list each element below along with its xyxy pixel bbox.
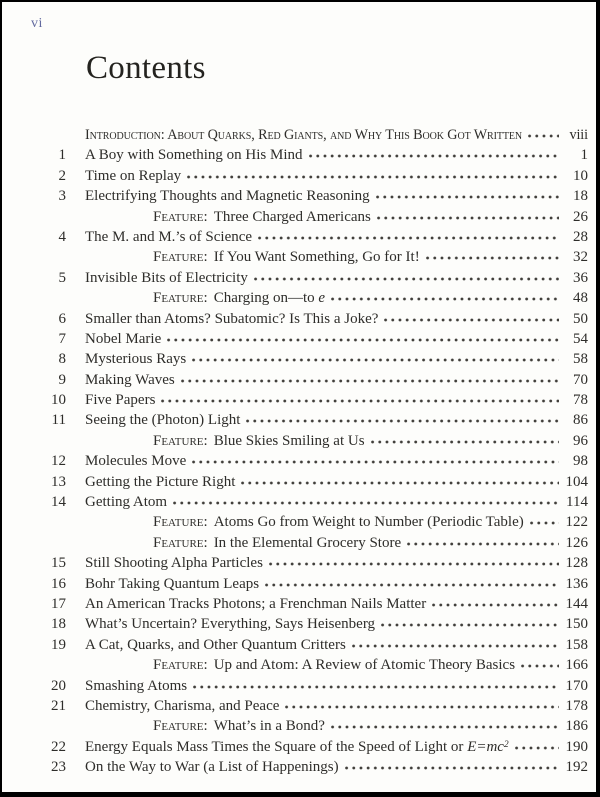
dot-leader [265,575,559,588]
toc-chapter-row [40,595,588,615]
entry-title-segment: Blue Skies Smiling at Us [213,432,365,449]
chapter-number: 15 [51,555,66,572]
page-number: 32 [573,249,588,266]
feature-label: Feature: [153,208,208,225]
page-title: Contents [86,50,206,86]
entry-title [85,372,175,389]
entry-title-segment: An American Tracks Photons; a Frenchman Nails Matter [85,595,427,612]
page-number: 26 [573,208,588,225]
chapter-number: 5 [58,269,66,286]
entry-title-segment: Making Waves [85,371,175,388]
entry-title-segment: Smashing Atoms [85,677,188,694]
dot-leader [352,636,559,649]
dot-leader [167,330,559,343]
entry-title-segment: Introduction: About Quarks, Red Giants, and Why This Book Got Written [85,127,523,143]
chapter-number: 20 [51,677,66,694]
toc-feature-row [40,289,588,309]
entry-title [85,229,252,246]
chapter-number: 14 [51,494,66,511]
entry-title-segment: Time on Replay [85,167,182,184]
feature-label: Feature: [153,657,208,674]
page-number: 126 [565,534,588,551]
entry-title [85,351,186,368]
entry-title [85,392,155,409]
entry-title-segment: Seeing the (Photon) Light [85,412,241,429]
feature-label: Feature: [153,432,208,449]
entry-title-segment: Bohr Taking Quantum Leaps [85,575,260,592]
page-number: 18 [573,188,588,205]
page-number: 96 [573,432,588,449]
entry-title-segment: In the Elemental Grocery Store [213,534,402,551]
dot-leader [407,534,559,547]
toc-chapter-row [40,411,588,431]
book-page [2,2,596,792]
toc-chapter-row [40,697,588,717]
entry-title-segment: Getting Atom [85,494,168,511]
dot-leader [193,677,559,690]
dot-leader [241,473,559,486]
entry-title-segment: A Cat, Quarks, and Other Quantum Critters [85,636,346,653]
page-number: 10 [573,167,588,184]
entry-title-segment: Molecules Move [85,453,187,470]
toc-chapter-row [40,269,588,289]
dot-leader [285,697,559,710]
entry-title [85,188,370,205]
page-number: 36 [573,269,588,286]
dot-leader [254,269,559,282]
chapter-number: 10 [51,392,66,409]
entry-title-segment: If You Want Something, Go for It! [213,249,420,266]
dot-leader [331,289,559,302]
dot-leader [192,350,559,363]
page-number: 170 [565,677,588,694]
entry-title [85,759,339,776]
entry-title [85,698,279,715]
feature-label: Feature: [153,534,208,551]
chapter-number: 23 [51,759,66,776]
entry-title-italic-segment: e [318,290,326,307]
entry-title-segment: Electrifying Thoughts and Magnetic Reasoning [85,188,370,205]
entry-title [85,616,375,633]
entry-title [85,453,186,470]
entry-title-segment: Still Shooting Alpha Particles [85,555,263,572]
entry-title-segment: Charging on—to [213,290,319,307]
entry-title-segment: Mysterious Rays [85,351,187,368]
page-number: 70 [573,371,588,388]
entry-title-segment: Smaller than Atoms? Subatomic? Is This a Joke? [85,310,379,327]
feature-title [214,535,401,552]
entry-title [85,596,426,613]
toc-chapter-row [40,350,588,370]
feature-title [214,209,371,226]
dot-leader [381,615,559,628]
entry-title [85,474,235,491]
page-number: 190 [565,738,588,755]
toc-chapter-row [40,391,588,411]
page-number: 54 [573,330,588,347]
entry-title-italic-sup-segment: 2 [503,739,509,750]
entry-title [85,412,240,429]
feature-label: Feature: [153,249,208,266]
entry-title [85,127,522,144]
toc-chapter-row [40,187,588,207]
dot-leader [173,493,559,506]
dot-leader [192,452,559,465]
feature-title [214,514,524,531]
chapter-number: 19 [51,636,66,653]
page-number: 1 [580,147,588,164]
page-number: 50 [573,310,588,327]
toc-chapter-row [40,146,588,166]
entry-title-segment: Getting the Picture Right [85,473,236,490]
page-number: 178 [565,697,588,714]
entry-title-segment: Nobel Marie [85,330,162,347]
feature-title [214,249,420,266]
chapter-number: 12 [51,453,66,470]
page-number: 128 [565,555,588,572]
entry-title [85,311,378,328]
chapter-number: 7 [58,330,66,347]
chapter-number: 6 [58,310,66,327]
page-number: 28 [573,228,588,245]
entry-title-segment: Atoms Go from Weight to Number (Periodic Table) [213,514,524,531]
entry-title [85,555,263,572]
folio-page-number: vi [31,16,43,31]
entry-title-segment: The M. and M.’s of Science [85,228,253,245]
feature-title [214,657,515,674]
page-number: 86 [573,412,588,429]
dot-leader [309,146,559,159]
chapter-number: 13 [51,473,66,490]
page-number: 136 [565,575,588,592]
dot-leader [331,717,559,730]
toc-chapter-row [40,310,588,330]
chapter-number: 22 [51,738,66,755]
feature-label: Feature: [153,718,208,735]
entry-title [85,270,248,287]
chapter-number: 21 [51,697,66,714]
entry-title [85,147,303,164]
entry-title-segment: What’s Uncertain? Everything, Says Heisenberg [85,616,376,633]
dot-leader [161,391,559,404]
toc-chapter-row [40,677,588,697]
chapter-number: 4 [58,228,66,245]
toc-chapter-row [40,575,588,595]
toc-feature-row [40,432,588,452]
feature-label: Feature: [153,514,208,531]
dot-leader [376,187,559,200]
toc-feature-row [40,717,588,737]
chapter-number: 11 [51,412,66,429]
dot-leader [384,310,559,323]
toc-chapter-row [40,228,588,248]
toc-chapter-row [40,371,588,391]
entry-title-segment: A Boy with Something on His Mind [85,147,303,164]
toc-feature-row [40,248,588,268]
entry-title [85,331,161,348]
page-number: 78 [573,392,588,409]
toc-feature-row [40,208,588,228]
chapter-number: 8 [58,351,66,368]
page-number: 122 [565,514,588,531]
dot-leader [426,248,559,261]
entry-title [85,168,181,185]
page-number: 104 [565,473,588,490]
entry-title-segment: Energy Equals Mass Times the Square of the Speed of Light or [85,738,468,755]
entry-title [85,494,167,511]
entry-title-segment: Up and Atom: A Review of Atomic Theory Basics [213,657,516,674]
toc-chapter-row [40,167,588,187]
page-number: 166 [565,657,588,674]
page-number: 58 [573,351,588,368]
dot-leader [371,432,559,445]
page-number: 158 [565,636,588,653]
dot-leader [345,758,559,771]
entry-title-segment: Chemistry, Charisma, and Peace [85,697,280,714]
dot-leader [181,371,559,384]
dot-leader [515,738,559,751]
toc-chapter-row [40,615,588,635]
page-number: 48 [573,290,588,307]
entry-title-segment: Invisible Bits of Electricity [85,269,248,286]
dot-leader [187,167,559,180]
toc-feature-row [40,656,588,676]
toc-chapter-row [40,758,588,778]
toc-chapter-row [40,554,588,574]
dot-leader [521,656,559,669]
dot-leader [269,554,559,567]
page-number: 98 [573,453,588,470]
dot-leader [530,513,559,526]
entry-title [85,678,187,695]
feature-label: Feature: [153,290,208,307]
toc-chapter-row [40,473,588,493]
toc-feature-row [40,534,588,554]
page-number: 192 [565,759,588,776]
entry-title [85,739,509,756]
page-number: viii [569,127,588,143]
toc-feature-row [40,513,588,533]
page-number: 186 [565,718,588,735]
entry-title-segment: On the Way to War (a List of Happenings) [85,759,339,776]
chapter-number: 1 [58,147,66,164]
feature-title [214,290,325,307]
toc-chapter-row [40,452,588,472]
page-number: 144 [565,595,588,612]
entry-title-segment: What’s in a Bond? [213,718,325,735]
entry-title-italic-segment: E=mc [467,738,504,755]
entry-title-segment: Three Charged Americans [213,208,371,225]
dot-leader [528,126,559,139]
entry-title [85,576,259,593]
dot-leader [258,228,559,241]
chapter-number: 16 [51,575,66,592]
toc-chapter-row [40,330,588,350]
chapter-number: 3 [58,188,66,205]
page-number: 150 [565,616,588,633]
dot-leader [432,595,559,608]
chapter-number: 2 [58,167,66,184]
toc-chapter-row [40,493,588,513]
chapter-number: 17 [51,595,66,612]
entry-title-segment: Five Papers [85,392,156,409]
dot-leader [377,208,559,221]
page-number: 114 [566,494,588,511]
toc-chapter-row [40,636,588,656]
toc-intro-row [40,126,588,146]
toc-list [40,126,588,779]
feature-title [214,718,325,735]
dot-leader [246,411,559,424]
chapter-number: 18 [51,616,66,633]
chapter-number: 9 [58,371,66,388]
toc-chapter-row [40,738,588,758]
feature-title [214,433,365,450]
entry-title [85,637,346,654]
